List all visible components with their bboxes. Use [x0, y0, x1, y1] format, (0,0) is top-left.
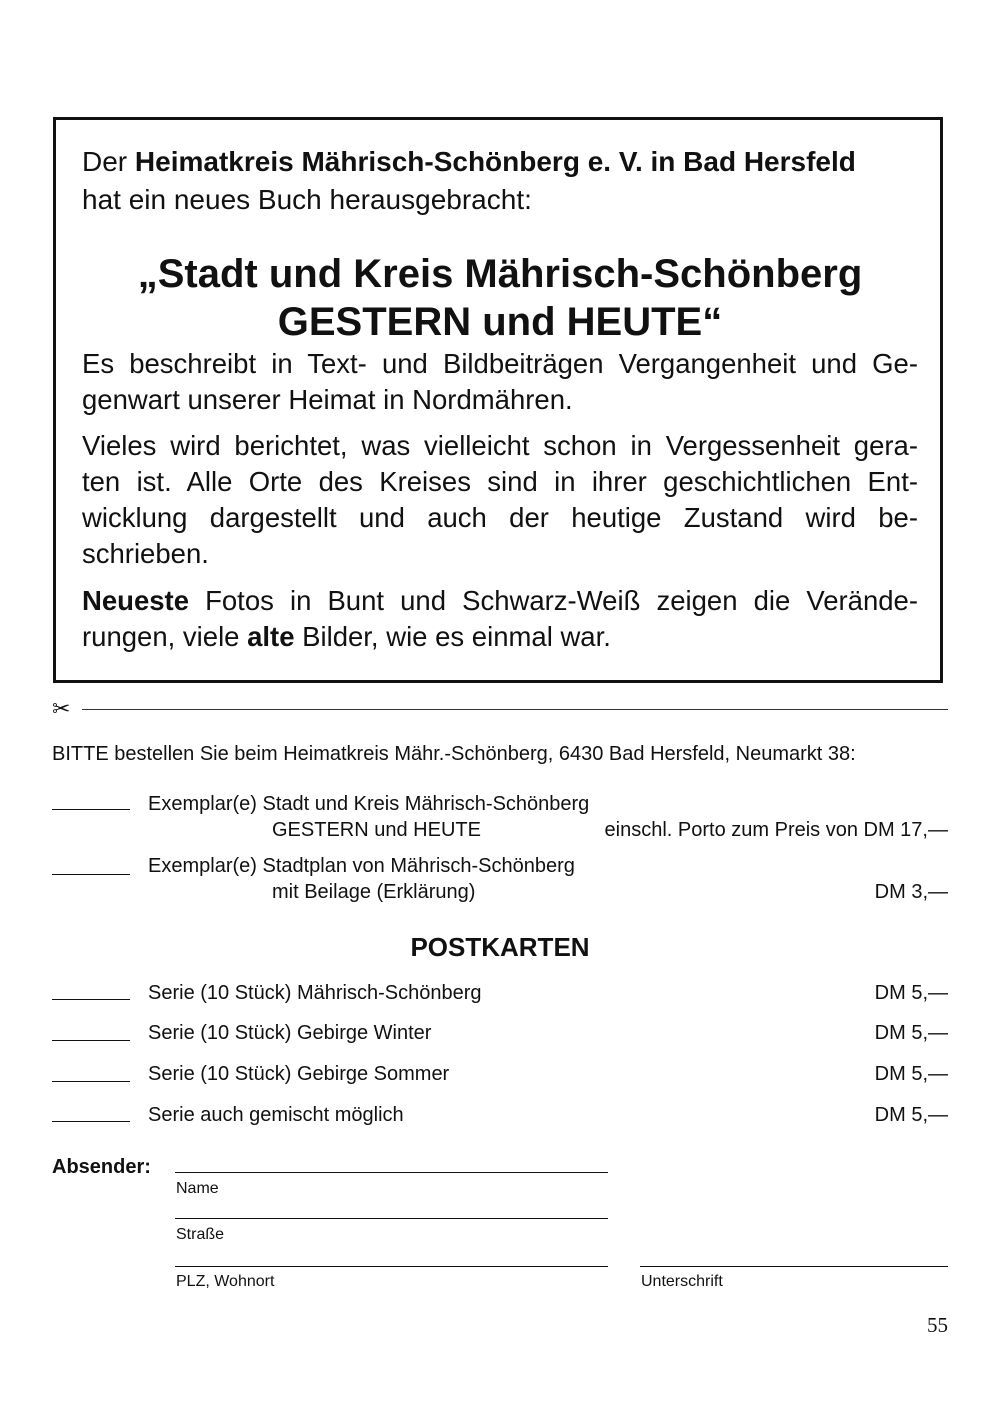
name-caption: Name — [176, 1180, 219, 1197]
intro-text — [82, 143, 922, 219]
postcard-label-4: Serie auch gemischt möglich — [148, 1104, 404, 1126]
intro-line-1: Der Heimatkreis Mährisch-Schönberg e. V. in Bad Hersfeld — [82, 146, 856, 177]
signature-line[interactable] — [640, 1266, 948, 1267]
street-line[interactable] — [175, 1218, 608, 1219]
postcards-heading: POSTKARTEN — [410, 932, 590, 962]
quantity-blank-postcard-2[interactable] — [52, 1040, 130, 1041]
quantity-blank-postcard-4[interactable] — [52, 1121, 130, 1122]
item-map-line-2: mit Beilage (Erklärung) — [272, 881, 476, 903]
quantity-blank-map[interactable] — [52, 874, 130, 875]
item-book-line-2: GESTERN und HEUTE — [272, 819, 481, 841]
quantity-blank-postcard-1[interactable] — [52, 999, 130, 1000]
paragraph-history: Vieles wird berichtet, was vielleicht schon in Vergessenheit gera- ten ist. Alle Orte des Kreises sind in ihrer geschichtlichen Ent- wicklung dargestellt und auch der heutige Zustand wird be- schrieben. — [82, 430, 918, 569]
postcard-price-2: DM 5,— — [874, 1022, 948, 1044]
postcard-price-3: DM 5,— — [874, 1063, 948, 1085]
order-request: BITTE bestellen Sie beim Heimatkreis Mähr.-Schönberg, 6430 Bad Hersfeld, Neumarkt 38: — [52, 743, 856, 765]
signature-caption: Unterschrift — [641, 1273, 723, 1290]
name-line[interactable] — [175, 1172, 608, 1173]
scissors-icon: ✂ — [52, 696, 71, 721]
paragraph-photos: Neueste Fotos in Bunt und Schwarz-Weiß zeigen die Verände- rungen, viele alte Bilder, wie es einmal war. — [82, 585, 918, 652]
postcard-label-2: Serie (10 Stück) Gebirge Winter — [148, 1022, 432, 1044]
paragraph-description: Es beschreibt in Text- und Bildbeiträgen Vergangenheit und Ge- genwart unserer Heimat in Nordmähren. — [82, 348, 918, 415]
sender-label: Absender: — [52, 1156, 151, 1178]
postcard-price-1: DM 5,— — [874, 982, 948, 1004]
intro-line-2: hat ein neues Buch herausgebracht: — [82, 184, 532, 215]
quantity-blank-book[interactable] — [52, 809, 130, 810]
book-title-line-1: „Stadt und Kreis Mährisch-Schönberg — [137, 252, 863, 296]
street-caption: Straße — [176, 1226, 225, 1243]
cut-line — [82, 709, 948, 710]
postcard-price-4: DM 5,— — [874, 1104, 948, 1126]
quantity-blank-postcard-3[interactable] — [52, 1081, 130, 1082]
item-map-line-1: Exemplar(e) Stadtplan von Mährisch-Schönberg — [148, 855, 575, 877]
city-caption: PLZ, Wohnort — [176, 1273, 275, 1290]
item-book-price: einschl. Porto zum Preis von DM 17,— — [604, 819, 948, 841]
page-number: 55 — [927, 1313, 948, 1337]
book-title-line-2: GESTERN und HEUTE“ — [277, 300, 723, 344]
postcard-label-3: Serie (10 Stück) Gebirge Sommer — [148, 1063, 450, 1085]
postcard-label-1: Serie (10 Stück) Mährisch-Schönberg — [148, 982, 482, 1004]
city-line[interactable] — [175, 1266, 608, 1267]
item-book-line-1: Exemplar(e) Stadt und Kreis Mährisch-Schönberg — [148, 793, 590, 815]
item-map-price: DM 3,— — [874, 881, 948, 903]
